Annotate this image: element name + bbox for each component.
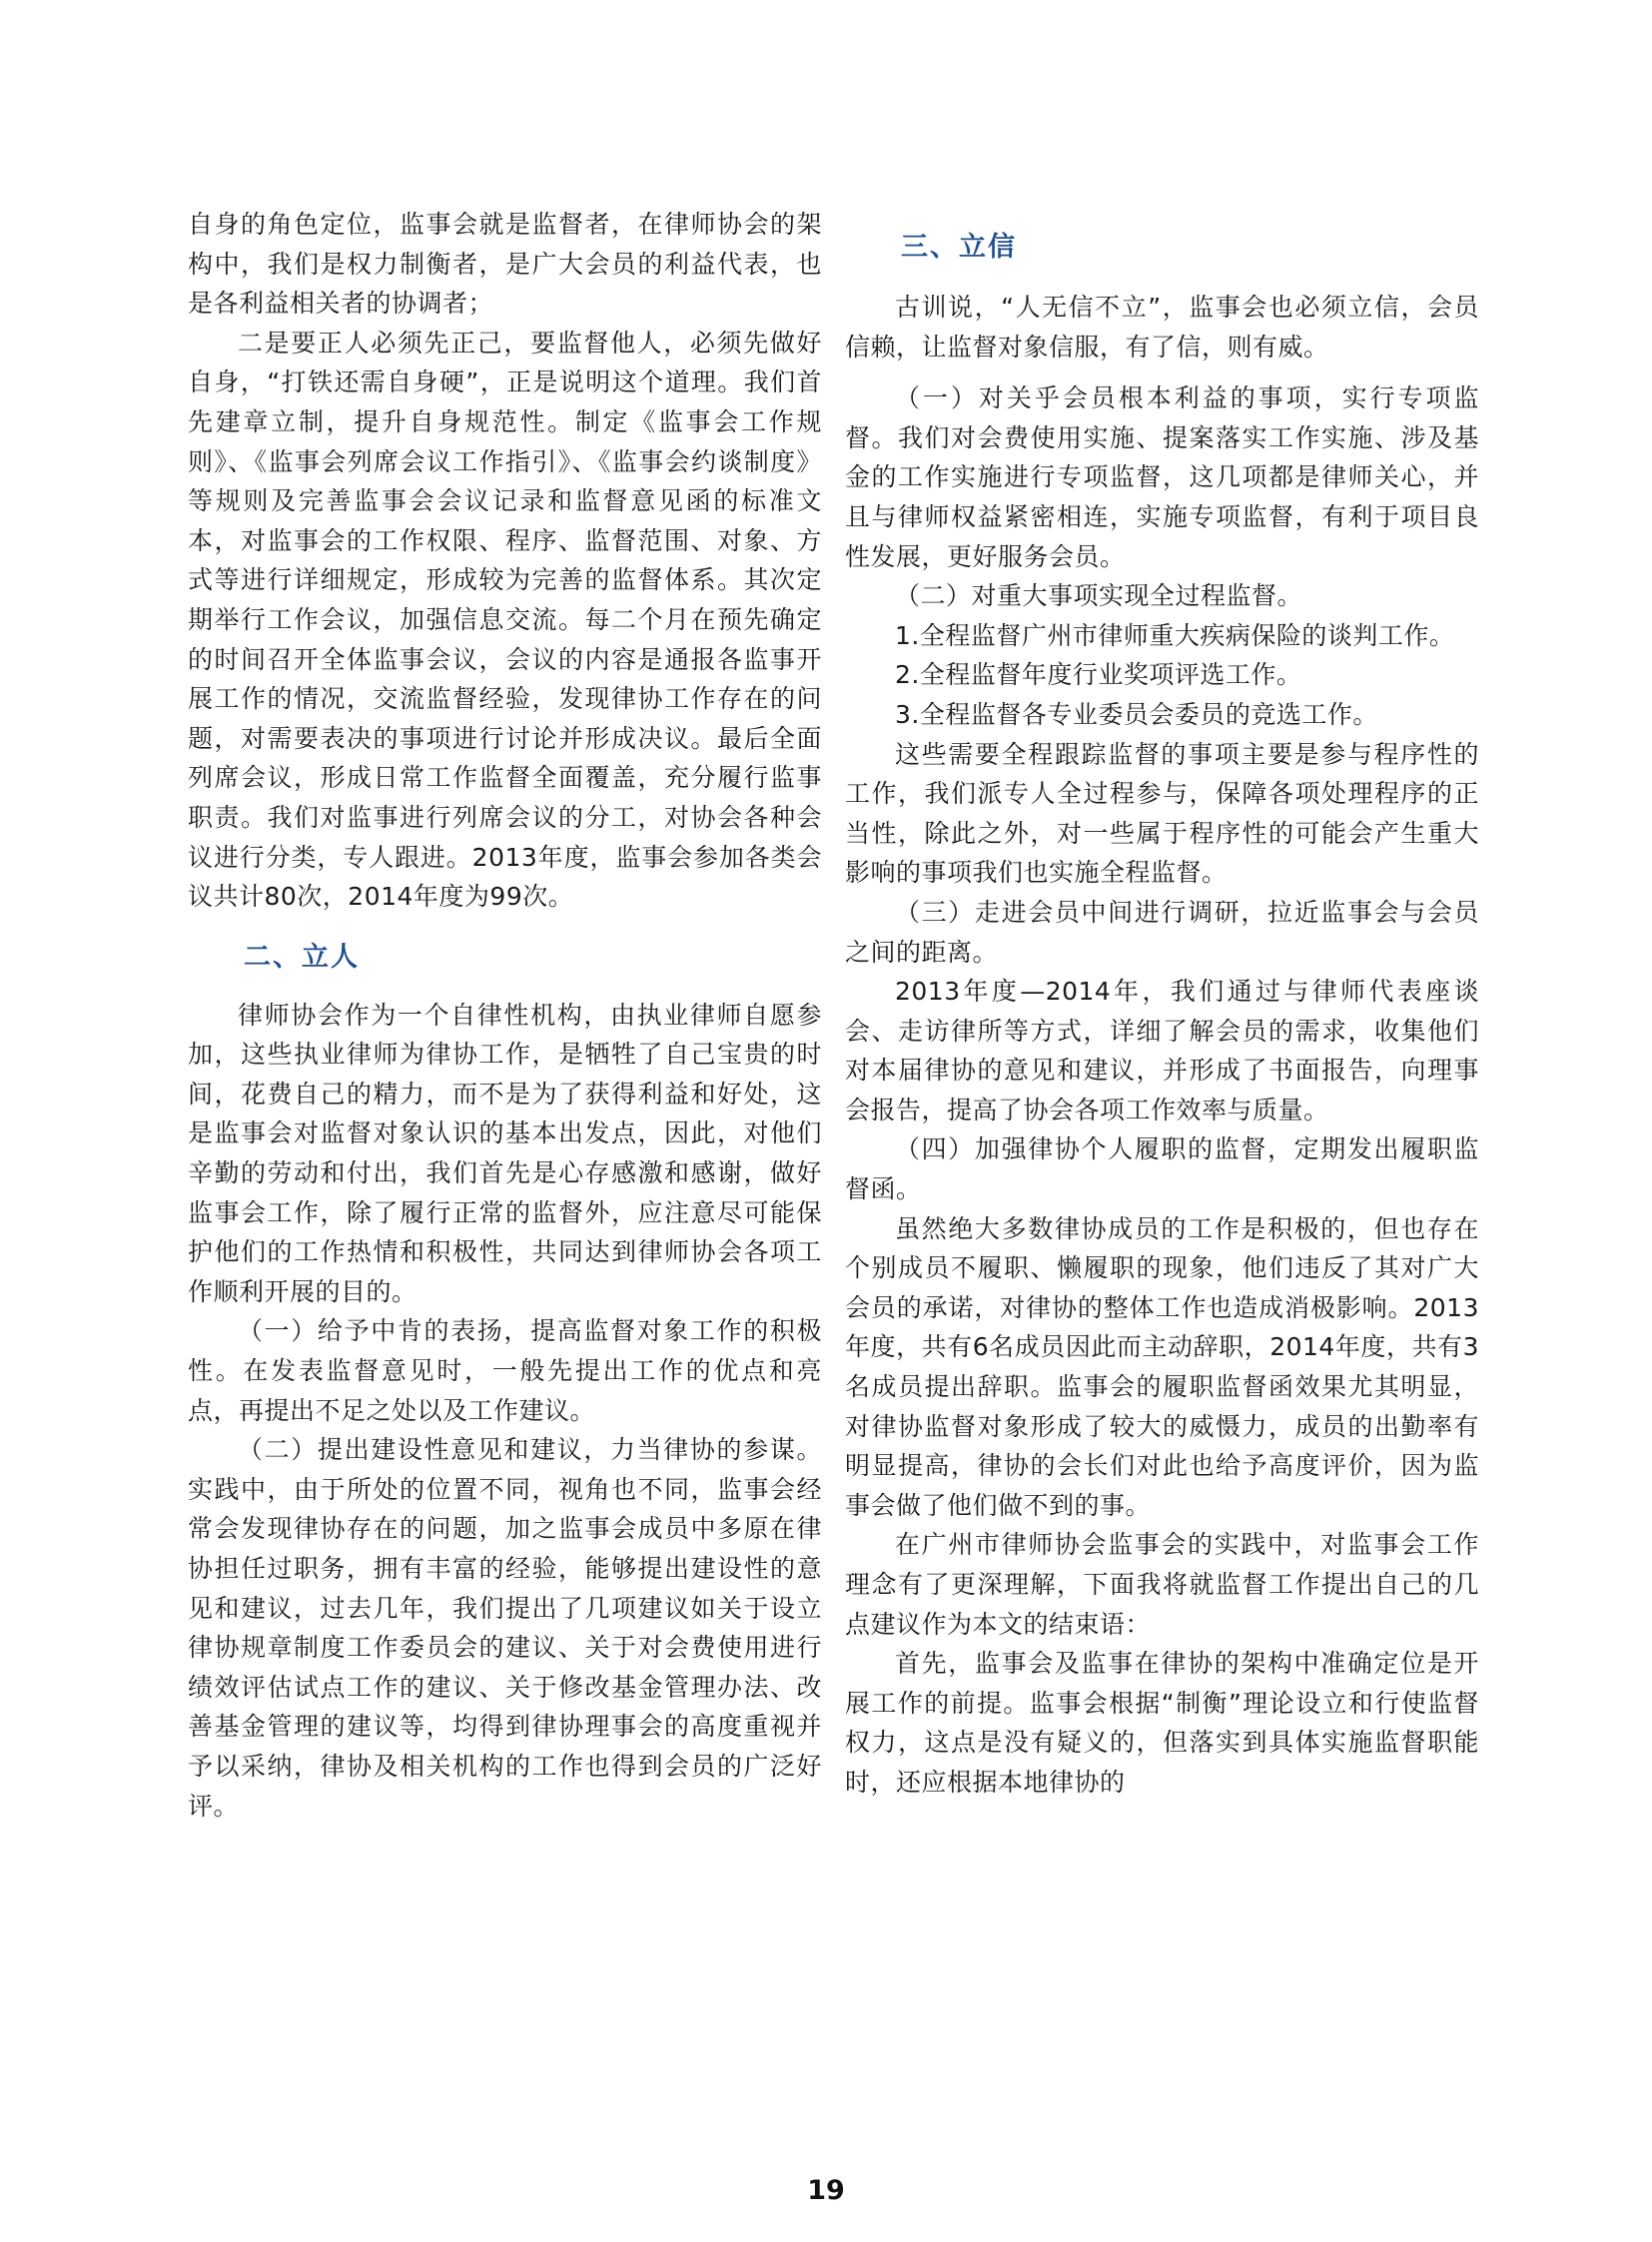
paragraph-duty-supervision: （四）加强律协个人履职的监督，定期发出履职监督函。 <box>845 1134 1479 1204</box>
paragraph-duty-supervision-body: 虽然绝大多数律协成员的工作是积极的，但也存在个别成员不履职、懒履职的现象，他们违反了其对广大会员的承诺，对律协的整体工作也造成消极影响。2013年度，共有6名成员因此而主动辞职，2014年度，共有3名成员提出辞职。监事会的履职监督函效果尤其明显，对律协监督对象形成了较大的威慑力，成员的出勤率有明显提高，律协的会长们对此也给予高度评价，因为监事会做了他们做不到的事。 <box>845 1213 1479 1520</box>
paragraph-conclusion: 在广州市律师协会监事会的实践中，对监事会工作理念有了更深理解，下面我将就监督工作提出自己的几点建议作为本文的结束语： <box>845 1530 1479 1639</box>
paragraph-liren: 律师协会作为一个自律性机构，由执业律师自愿参加，这些执业律师为律协工作，是牺牲了自己宝贵的时间，花费自己的精力，而不是为了获得利益和好处，这是监事会对监督对象认识的基本出发点，因此，对他们辛勤的劳动和付出，我们首先是心存感激和感谢，做好监事会工作，除了履行正常的监督外，应注意尽可能保护他们的工作热情和积极性，共同达到律师协会各项工作顺利开展的目的。 <box>188 1000 822 1306</box>
paragraph-research-body: 2013年度—2014年，我们通过与律师代表座谈会、走访律所等方式，详细了解会员的需求，收集他们对本届律协的意见和建议，并形成了书面报告，向理事会报告，提高了协会各项工作效率与质量。 <box>845 977 1479 1124</box>
section-heading-liren: 二、立人 <box>244 941 360 973</box>
list-item-awards: 2.全程监督年度行业奖项评选工作。 <box>895 660 1302 690</box>
right-column <box>845 205 1479 1803</box>
paragraph-special-supervision: （一）对关乎会员根本利益的事项，实行专项监督。我们对会费使用实施、提案落实工作实施、涉及基金的工作实施进行专项监督，这几项都是律师关心，并且与律师权益紧密相连，实施专项监督，有利于项目良性发展，更好服务会员。 <box>845 383 1479 571</box>
paragraph-process-note: 这些需要全程跟踪监督的事项主要是参与程序性的工作，我们派专人全过程参与，保障各项处理程序的正当性，除此之外，对一些属于程序性的可能会产生重大影响的事项我们也实施全程监督。 <box>845 739 1479 888</box>
list-item-elections: 3.全程监督各专业委员会委员的竞选工作。 <box>895 699 1378 729</box>
paragraph-first-suggestion: 首先，监事会及监事在律协的架构中准确定位是开展工作的前提。监事会根据“制衡”理论设立和行使监督权力，这点是没有疑义的，但落实到具体实施监督职能时，还应根据本地律协的 <box>845 1649 1479 1797</box>
left-column <box>188 205 822 1826</box>
paragraph-intro: 自身的角色定位，监事会就是监督者，在律师协会的架构中，我们是权力制衡者，是广大会员的利益代表，也是各利益相关者的协调者； <box>188 210 822 319</box>
spacer <box>845 367 1479 378</box>
paragraph-self-discipline: 二是要正人必须先正己，要监督他人，必须先做好自身，“打铁还需自身硬”，正是说明这个道理。我们首先建章立制，提升自身规范性。制定《监事会工作规则》、《监事会列席会议工作指引》、《监事会约谈制度》等规则及完善监事会会议记录和监督意见函的标准文本，对监事会的工作权限、程序、监督范围、对象、方式等进行详细规定，形成较为完善的监督体系。其次定期举行工作会议，加强信息交流。每二个月在预先确定的时间召开全体监事会议，会议的内容是通报各监事开展工作的情况，交流监督经验，发现律协工作存在的问题，对需要表决的事项进行讨论并形成决议。最后全面列席会议，形成日常工作监督全面覆盖，充分履行监事职责。我们对监事进行列席会议的分工，对协会各种会议进行分类，专人跟进。2013年度，监事会参加各类会议共计80次，2014年度为99次。 <box>188 328 822 912</box>
section-heading-lixin: 三、立信 <box>901 232 1017 263</box>
paragraph-item-suggestions: （二）提出建设性意见和建议，力当律协的参谋。实践中，由于所处的位置不同，视角也不同，监事会经常会发现律协存在的问题，加之监事会成员中多原在律协担任过职务，拥有丰富的经验，能够提出建设性的意见和建议，过去几年，我们提出了几项建议如关于设立律协规章制度工作委员会的建议、关于对会费使用进行绩效评估试点工作的建议、关于修改基金管理办法、改善基金管理的建议等，均得到律协理事会的高度重视并予以采纳，律协及相关机构的工作也得到会员的广泛好评。 <box>188 1435 822 1821</box>
paragraph-item-praise: （一）给予中肯的表扬，提高监督对象工作的积极性。在发表监督意见时，一般先提出工作的优点和亮点，再提出不足之处以及工作建议。 <box>188 1316 822 1425</box>
page-number: 19 <box>807 2175 845 2206</box>
paragraph-full-process-supervision: （二）对重大事项实现全过程监督。 <box>895 581 1303 611</box>
paragraph-research: （三）走进会员中间进行调研，拉近监事会与会员之间的距离。 <box>845 897 1479 967</box>
paragraph-lixin: 古训说，“人无信不立”，监事会也必须立信，会员信赖，让监督对象信服，有了信，则有威。 <box>845 293 1479 362</box>
list-item-insurance: 1.全程监督广州市律师重大疾病保险的谈判工作。 <box>895 620 1455 650</box>
